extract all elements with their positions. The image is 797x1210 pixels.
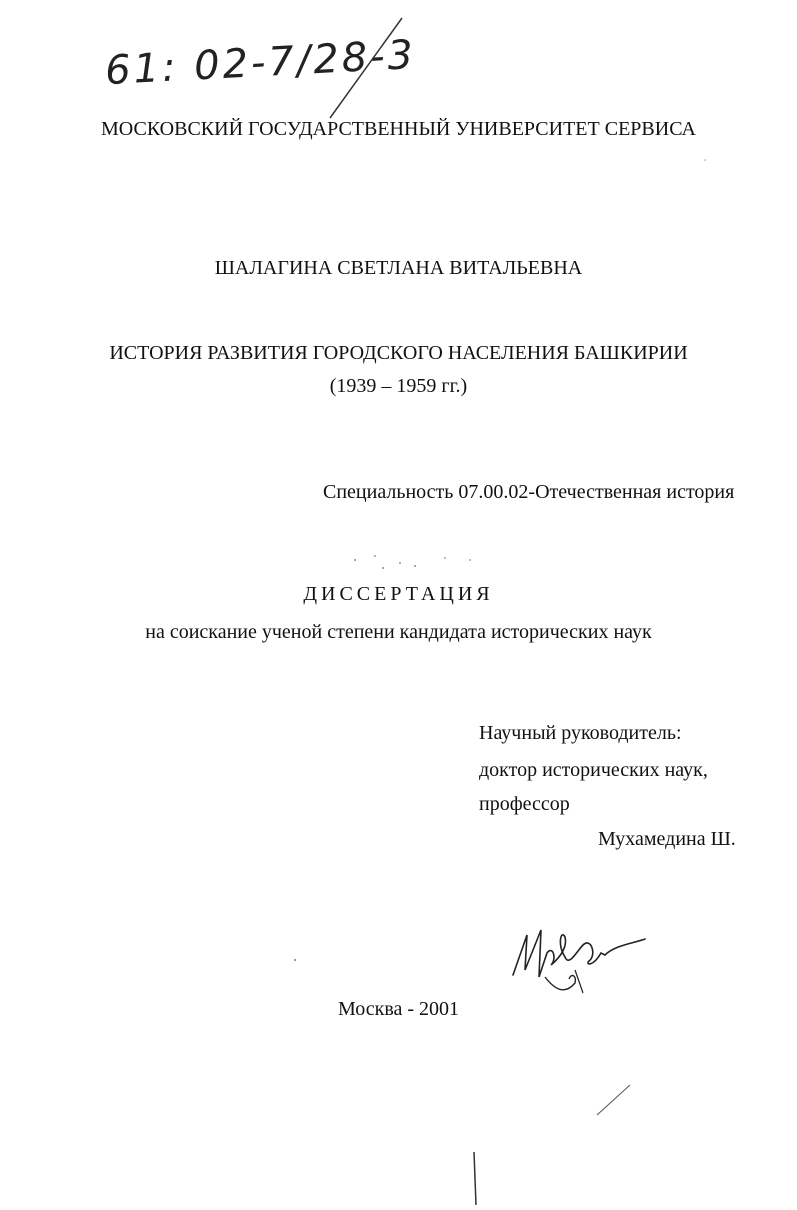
scan-mark-dot [290, 955, 300, 965]
university-name: МОСКОВСКИЙ ГОСУДАРСТВЕННЫЙ УНИВЕРСИТЕТ СЕРВИСА [101, 118, 696, 140]
document-type: ДИССЕРТАЦИЯ [303, 583, 494, 605]
specialty: Специальность 07.00.02-Отечественная история [323, 481, 735, 503]
supervisor-label: Научный руководитель: [479, 722, 682, 744]
dissertation-title-line1: ИСТОРИЯ РАЗВИТИЯ ГОРОДСКОГО НАСЕЛЕНИЯ БАШКИРИИ [109, 342, 688, 364]
scan-mark-dots [345, 548, 485, 578]
dissertation-title-line2: (1939 – 1959 гг.) [329, 375, 468, 397]
archive-code: 61: 02-7/28-3 [104, 31, 418, 95]
signature [505, 915, 655, 1005]
supervisor-degree: доктор исторических наук, [479, 759, 708, 781]
author-name: ШАЛАГИНА СВЕТЛАНА ВИТАЛЬЕВНА [214, 257, 583, 279]
degree-sought: на соискание ученой степени кандидата исторических наук [145, 621, 652, 643]
scan-mark-dot-top [700, 155, 710, 165]
supervisor-name: Мухамедина Ш. [598, 828, 736, 850]
scan-mark-line [470, 1150, 480, 1210]
supervisor-rank: профессор [479, 793, 570, 815]
place-year: Москва - 2001 [337, 998, 460, 1020]
scan-mark-stroke [595, 1080, 635, 1120]
